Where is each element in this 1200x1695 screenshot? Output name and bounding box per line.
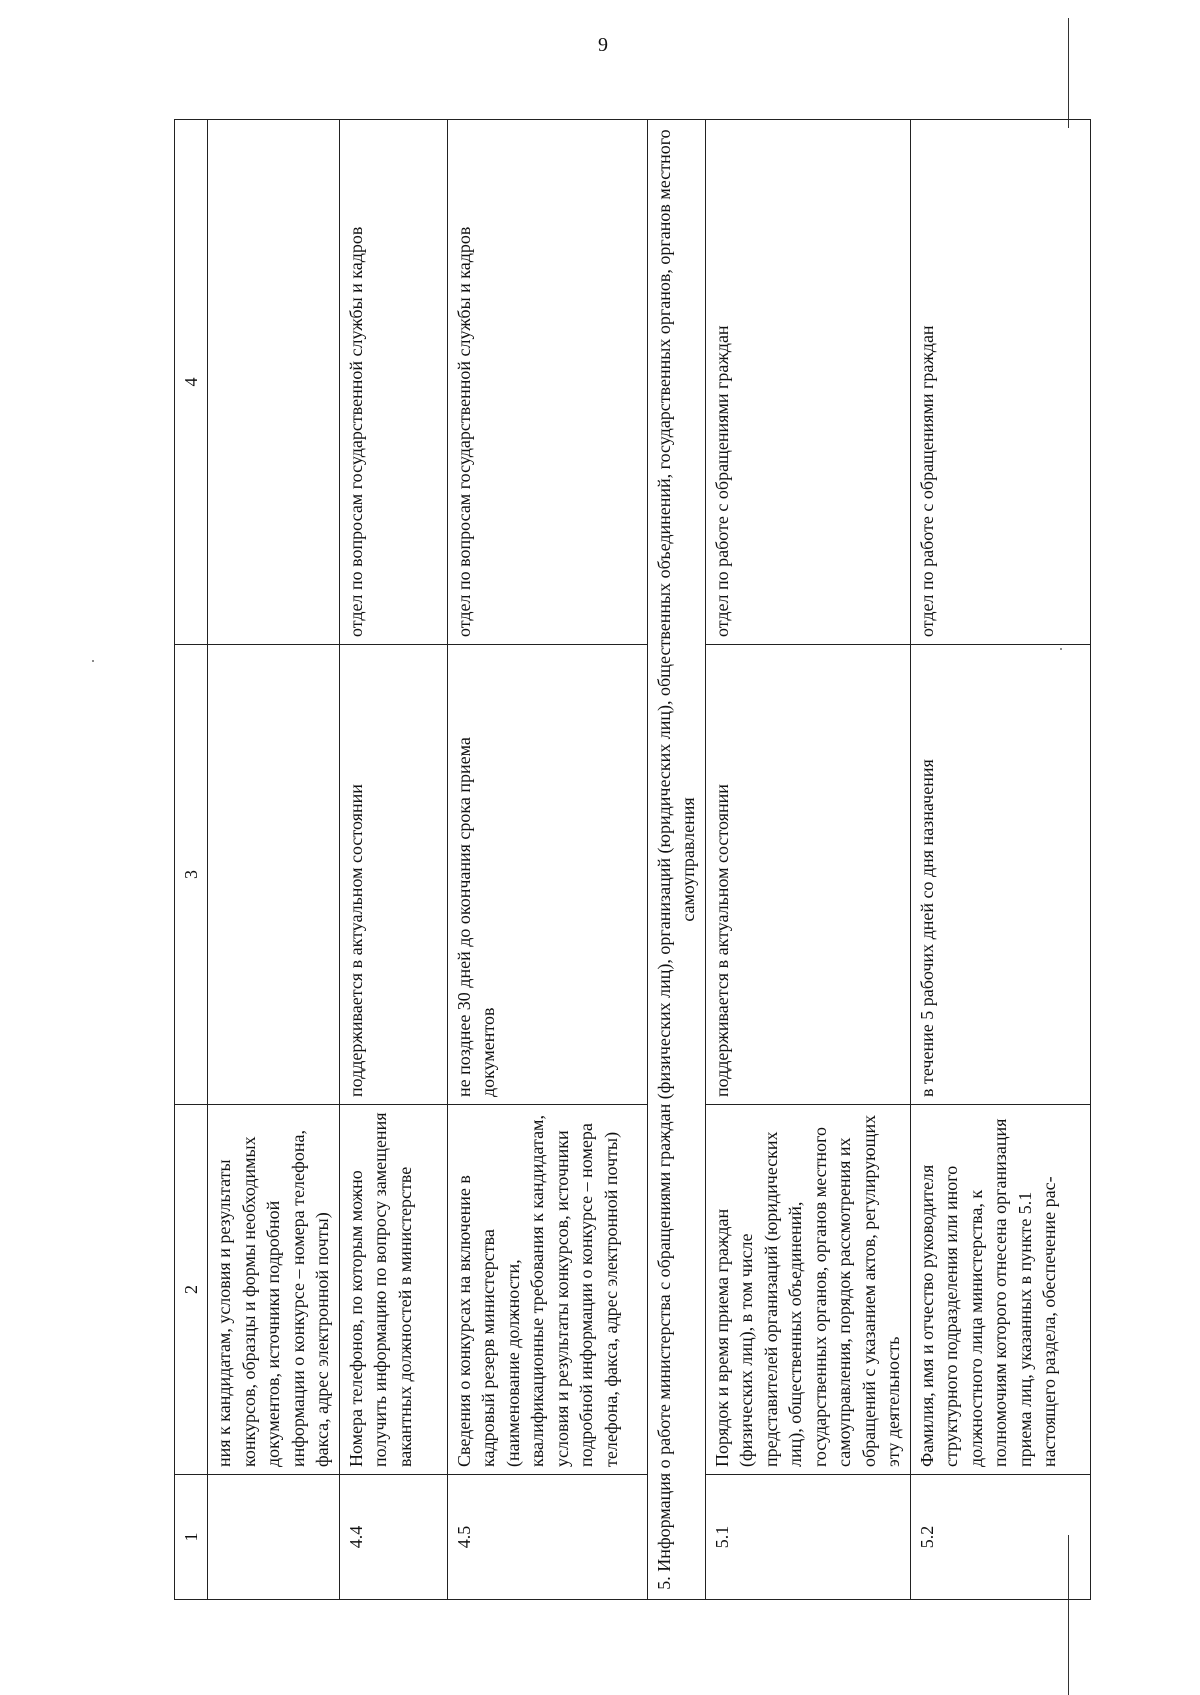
row-responsible: отдел по вопросам государственной службы и кадров (447, 120, 647, 645)
section-5-heading: 5. Информация о работе министерства с обращениями граждан (физических лиц), организаций (юридических лиц), общественных объединений, государственных органов, органов местного самоуправления (647, 120, 705, 1600)
row-deadline: не позднее 30 дней до окончания срока приема документов (447, 645, 647, 1105)
row-description: Фамилия, имя и отчество руководителя структурного подразделения или иного должностного лица министерства, к полномочиям которого отнесена организация приема лиц, указанных в пункте 5.1 настоящего раздела, обеспечение рас- (910, 1105, 1090, 1475)
information-table (174, 119, 1091, 1600)
row-number: 4.5 (447, 1475, 647, 1600)
table-row (339, 120, 447, 1600)
table-row (208, 120, 339, 1600)
row-description: Номера телефонов, по которым можно получить информацию по вопросу замещения вакантных должностей в министерстве (339, 1105, 447, 1475)
row-responsible: отдел по работе с обращениями граждан (910, 120, 1090, 645)
scan-speck (92, 660, 94, 662)
row-responsible (208, 120, 339, 645)
row-deadline: поддерживается в актуальном состоянии (705, 645, 910, 1105)
header-col-4: 4 (175, 120, 208, 645)
table-row (447, 120, 647, 1600)
row-description: Порядок и время приема граждан (физических лиц), в том числе представителей организаций (юридических лиц), общественных объединений, государственных органов, органов местного самоуправления, порядок рассмотрения их обращений с указанием актов, регулирующих эту деятельность (705, 1105, 910, 1475)
row-number: 5.1 (705, 1475, 910, 1600)
row-responsible: отдел по вопросам государственной службы и кадров (339, 120, 447, 645)
header-col-1: 1 (175, 1475, 208, 1600)
header-col-3: 3 (175, 645, 208, 1105)
rotated-table-wrapper (174, 120, 1060, 1600)
table-row (910, 120, 1090, 1600)
section-heading-row (647, 120, 705, 1600)
table-header-row (175, 120, 208, 1600)
row-number (208, 1475, 339, 1600)
row-number: 4.4 (339, 1475, 447, 1600)
page-number: 9 (598, 34, 608, 56)
row-number: 5.2 (910, 1475, 1090, 1600)
row-deadline: поддерживается в актуальном состоянии (339, 645, 447, 1105)
row-deadline: в течение 5 рабочих дней со дня назначения (910, 645, 1090, 1105)
row-responsible: отдел по работе с обращениями граждан (705, 120, 910, 645)
header-col-2: 2 (175, 1105, 208, 1475)
table-row (705, 120, 910, 1600)
row-description: Сведения о конкурсах на включение в кадровый резерв министерства (наименование должности, квалификационные требования к кандидатам, условия и результаты конкурсов, источники подробной информации о конкурсе – номера телефона, факса, адрес электронной почты) (447, 1105, 647, 1475)
scan-edge-line-top (1068, 18, 1069, 128)
row-description: ния к кандидатам, условия и результаты конкурсов, образцы и формы необходимых документов, источники подробной информации о конкурсе – номера телефона, факса, адрес электронной почты) (208, 1105, 339, 1475)
row-deadline (208, 645, 339, 1105)
